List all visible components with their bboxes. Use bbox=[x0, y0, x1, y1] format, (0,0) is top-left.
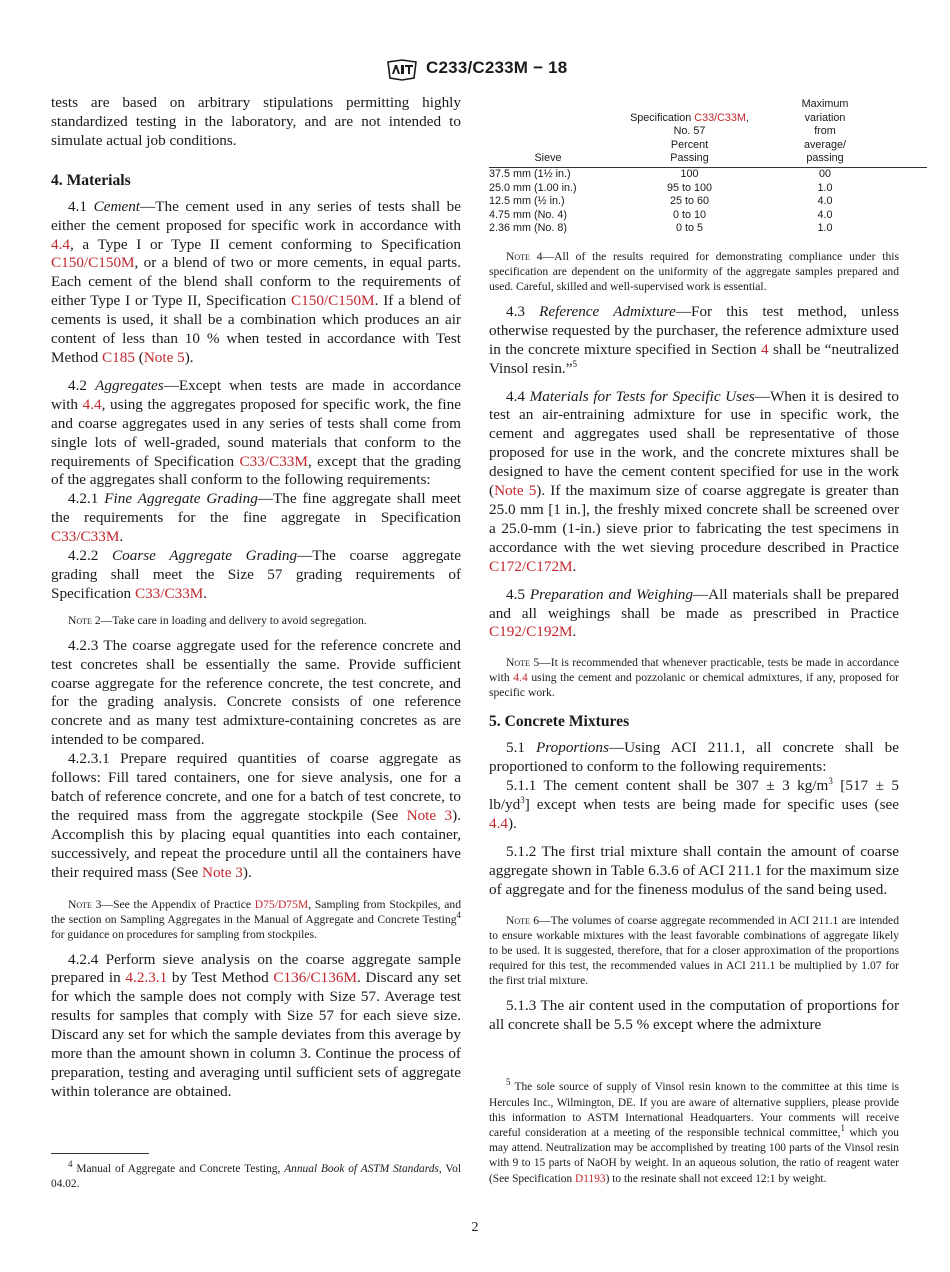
link-4-4[interactable]: 4.4 bbox=[51, 235, 70, 253]
column-header-spec: Specification C33/C33M, No. 57 Percent Passing bbox=[630, 111, 749, 165]
link-note-5[interactable]: Note 5 bbox=[143, 348, 185, 366]
paragraph-5-1: 5.1 Proportions—Using ACI 211.1, all concrete shall be proportioned to conform to the following requirements: bbox=[489, 739, 899, 776]
section-5-title: 5. Concrete Mixtures bbox=[489, 713, 630, 731]
link-4-4[interactable]: 4.4 bbox=[513, 671, 528, 685]
link-4-4[interactable]: 4.4 bbox=[82, 395, 102, 413]
column-header-variation: Maximum variation from average/ passing bbox=[801, 98, 849, 165]
left-column bbox=[51, 94, 461, 1102]
paragraph-5-1-2: 5.1.2 The first trial mixture shall contain the amount of coarse aggregate shown in Table 6.3.6 of ACI 211.1 for the maximum size of aggregate and for the fineness modulus of the sand being used. bbox=[489, 842, 899, 898]
page-number: 2 bbox=[471, 1220, 479, 1235]
link-section-4[interactable]: 4 bbox=[760, 340, 769, 358]
paragraph-4-2-2: 4.2.2 Coarse Aggregate Grading—The coarse aggregate grading shall meet the Size 57 grading requirements of Specification C33/C33M. bbox=[51, 547, 462, 602]
note-4: Note 4—All of the results required for demonstrating compliance under this specification are dependent on the uniformity of the aggregate samples prepared and used. Careful, skilled and well-supervised work is essential. bbox=[489, 249, 899, 293]
note-2: Note 2—Take care in loading and delivery to avoid segregation. bbox=[68, 613, 367, 627]
link-note-3[interactable]: Note 3 bbox=[201, 863, 243, 881]
sieve-grading-table bbox=[489, 98, 927, 236]
link-c192[interactable]: C192/C192M bbox=[489, 623, 573, 641]
table-row: 2.36 mm (No. 8) 0 to 5 1.0 bbox=[489, 222, 833, 235]
paragraph-4-4: 4.4 Materials for Tests for Specific Uses—When it is desired to test an air-entraining admixture for use in specific work, the cement and aggregates used shall be representative of those proposed for use in the work, and the concrete mixtures shall be designed to have the cement content specified for use in the work (Note 5). If the maximum size of coarse aggregate is greater than 25.0 mm [1 in.], the freshly mixed concrete shall be screened over a 25.0-mm (1-in.) sieve prior to fabricating the test specimens in accordance with the wet sieving procedure described in Practice C172/C172M. bbox=[489, 387, 899, 575]
link-c33[interactable]: C33/C33M bbox=[694, 111, 746, 124]
table-row: 37.5 mm (1½ in.) 100 00 bbox=[489, 167, 831, 180]
link-c33[interactable]: C33/C33M bbox=[51, 528, 120, 546]
link-note-3[interactable]: Note 3 bbox=[406, 806, 453, 824]
astm-logo-icon bbox=[382, 58, 422, 82]
link-4-4[interactable]: 4.4 bbox=[489, 814, 508, 832]
table-header-row bbox=[489, 98, 927, 167]
link-c150[interactable]: C150/C150M bbox=[51, 254, 135, 272]
link-note-5[interactable]: Note 5 bbox=[494, 482, 537, 500]
link-c150[interactable]: C150/C150M bbox=[291, 292, 375, 310]
link-c185[interactable]: C185 bbox=[102, 348, 135, 366]
link-c136[interactable]: C136/C136M bbox=[273, 969, 357, 987]
paragraph-4-2-3-1: 4.2.3.1 Prepare required quantities of coarse aggregate as follows: Fill tared containers, one for sieve analysis, one for a batch of reference concrete, and one for a batch of test concrete, to the required mass from the aggregate stockpile (See Note 3). Accomplish this by placing equal quantities into each container, successively, and repeat the procedure until all the containers have their required mass (See Note 3). bbox=[51, 750, 461, 881]
footnote-rule bbox=[51, 1153, 149, 1154]
link-c172[interactable]: C172/C172M bbox=[489, 557, 573, 575]
link-c33[interactable]: C33/C33M bbox=[239, 452, 308, 470]
table-row: 25.0 mm (1.00 in.) 95 to 100 1.0 bbox=[489, 181, 833, 194]
paragraph-5-1-3: 5.1.3 The air content used in the computation of proportions for all concrete shall be 5.5 % except where the admixture bbox=[489, 996, 899, 1033]
table-row: 4.75 mm (No. 4) 0 to 10 4.0 bbox=[489, 208, 833, 221]
paragraph-4-2-1: 4.2.1 Fine Aggregate Grading—The fine aggregate shall meet the requirements for the fine aggregate in Specification C33/C33M. bbox=[51, 490, 462, 546]
paragraph-4-2-3: 4.2.3 The coarse aggregate used for the reference concrete and test concretes shall be essentially the same. Provide sufficient coarse aggregate for the reference concrete, the test concrete, and for the grading analysis. Concrete consists of one reference concrete and as many test admixture-containing concretes as are intended to be compared. bbox=[51, 636, 461, 749]
document-id: C233/C233M − 18 bbox=[426, 58, 568, 77]
table-row: 12.5 mm (½ in.) 25 to 60 4.0 bbox=[489, 195, 833, 208]
footnote-5: $^5$ The sole source of supply of Vinsol resin known to the committee at this time is Hercules Inc., Wilmington, DE. If you are aware of alternative suppliers, please provide this information to ASTM International Headquarters. Your comments will receive careful consideration at a meeting of the responsible technical committee,$^1$ which you may attend. Neutralization may be accomplished by treating 100 parts of the Vinsol resin with 9 to 15 parts of NaOH by weight. In an aqueous solution, the ratio of reagent water (See Specification D1193) to the resinate shall not exceed 12:1 by weight. bbox=[489, 1077, 900, 1185]
note-3: Note 3—See the Appendix of Practice D75/D75M, Sampling from Stockpiles, and the section on Sampling Aggregates in the Manual of Aggregate and Concrete Testing$^4$ for guidance on procedures for sampling from stockpiles. bbox=[51, 897, 461, 941]
paragraph-5-1-1: 5.1.1 The cement content shall be 307 ± 3 $kg/m^3$ [517 ± 5 $lb/yd^3$] except when tests are being made for specific uses (see 4.4). bbox=[489, 776, 899, 832]
paragraph-4-2-4: 4.2.4 Perform sieve analysis on the coarse aggregate sample prepared in 4.2.3.1 by Test Method C136/C136M. Discard any set for which the sample does not comply with Size 57. Average test results for samples that comply with Size 57 for each sieve size. Discard any set for which the sample deviates from this average by more than the amount shown in column 3. Continue the process of preparation, testing and averaging until sufficient sets of aggregate within tolerance are obtained. bbox=[51, 950, 462, 1100]
paragraph-4-3: 4.3 Reference Admixture—For this test method, unless otherwise requested by the purchaser, the reference admixture used in the concrete mixture specified in Section 4 shall be “neutralized Vinsol resin.”$^5$ bbox=[489, 302, 899, 377]
paragraph-4-1: 4.1 Cement—The cement used in any series of tests shall be either the cement proposed for specific work in accordance with 4.4, a Type I or Type II cement conforming to Specification C150/C150M, or a blend of two or more cements, in equal parts. Each cement of the blend shall conform to the requirements of either Type I or Type II, Specification C150/C150M. If a blend of cements is used, it shall be a combination which produces an air content of less than 10 % when tested in accordance with Test Method C185 (Note 5). bbox=[51, 197, 462, 366]
link-d1193[interactable]: D1193 bbox=[575, 1172, 606, 1185]
right-column bbox=[489, 98, 899, 1187]
link-d75[interactable]: D75/D75M bbox=[254, 897, 309, 911]
paragraph-4-5: 4.5 Preparation and Weighing—All materials shall be prepared and all weighings shall be made as prescribed in Practice C192/C192M. bbox=[489, 585, 899, 641]
note-5: Note 5—It is recommended that whenever practicable, tests be made in accordance with 4.4 using the cement and pozzolanic or chemical admixtures, if any, proposed for specific work. bbox=[489, 656, 899, 700]
page-header bbox=[0, 56, 950, 84]
footnote-4: $^4$ Manual of Aggregate and Concrete Testing, Annual Book of ASTM Standards, Vol 04.02. bbox=[51, 1159, 461, 1191]
column-header-sieve: Sieve bbox=[534, 152, 562, 165]
intro-paragraph: tests are based on arbitrary stipulations permitting highly standardized testing in the laboratory, and are not intended to simulate actual job conditions. bbox=[51, 94, 461, 149]
section-4-title: 4. Materials bbox=[51, 171, 131, 189]
note-6: Note 6—The volumes of coarse aggregate recommended in ACI 211.1 are intended to ensure workable mixtures with the least favorable combinations of aggregate likely to be used. It is suggested, therefore, that for a closer approximation of the proportions required for this test, the recommended values in ACI 211.1 be multiplied by 1.07 for the first trial mixture. bbox=[489, 913, 899, 987]
paragraph-4-2: 4.2 Aggregates—Except when tests are made in accordance with 4.4, using the aggregates proposed for specific work, the fine and coarse aggregates used in any series of tests shall come from single lots of well-graded, sound materials that conform to the requirements of Specification C33/C33M, except that the grading of the aggregates shall conform to the following requirements: bbox=[51, 376, 462, 489]
link-4-2-3-1[interactable]: 4.2.3.1 bbox=[125, 969, 168, 987]
link-c33[interactable]: C33/C33M bbox=[134, 584, 204, 602]
